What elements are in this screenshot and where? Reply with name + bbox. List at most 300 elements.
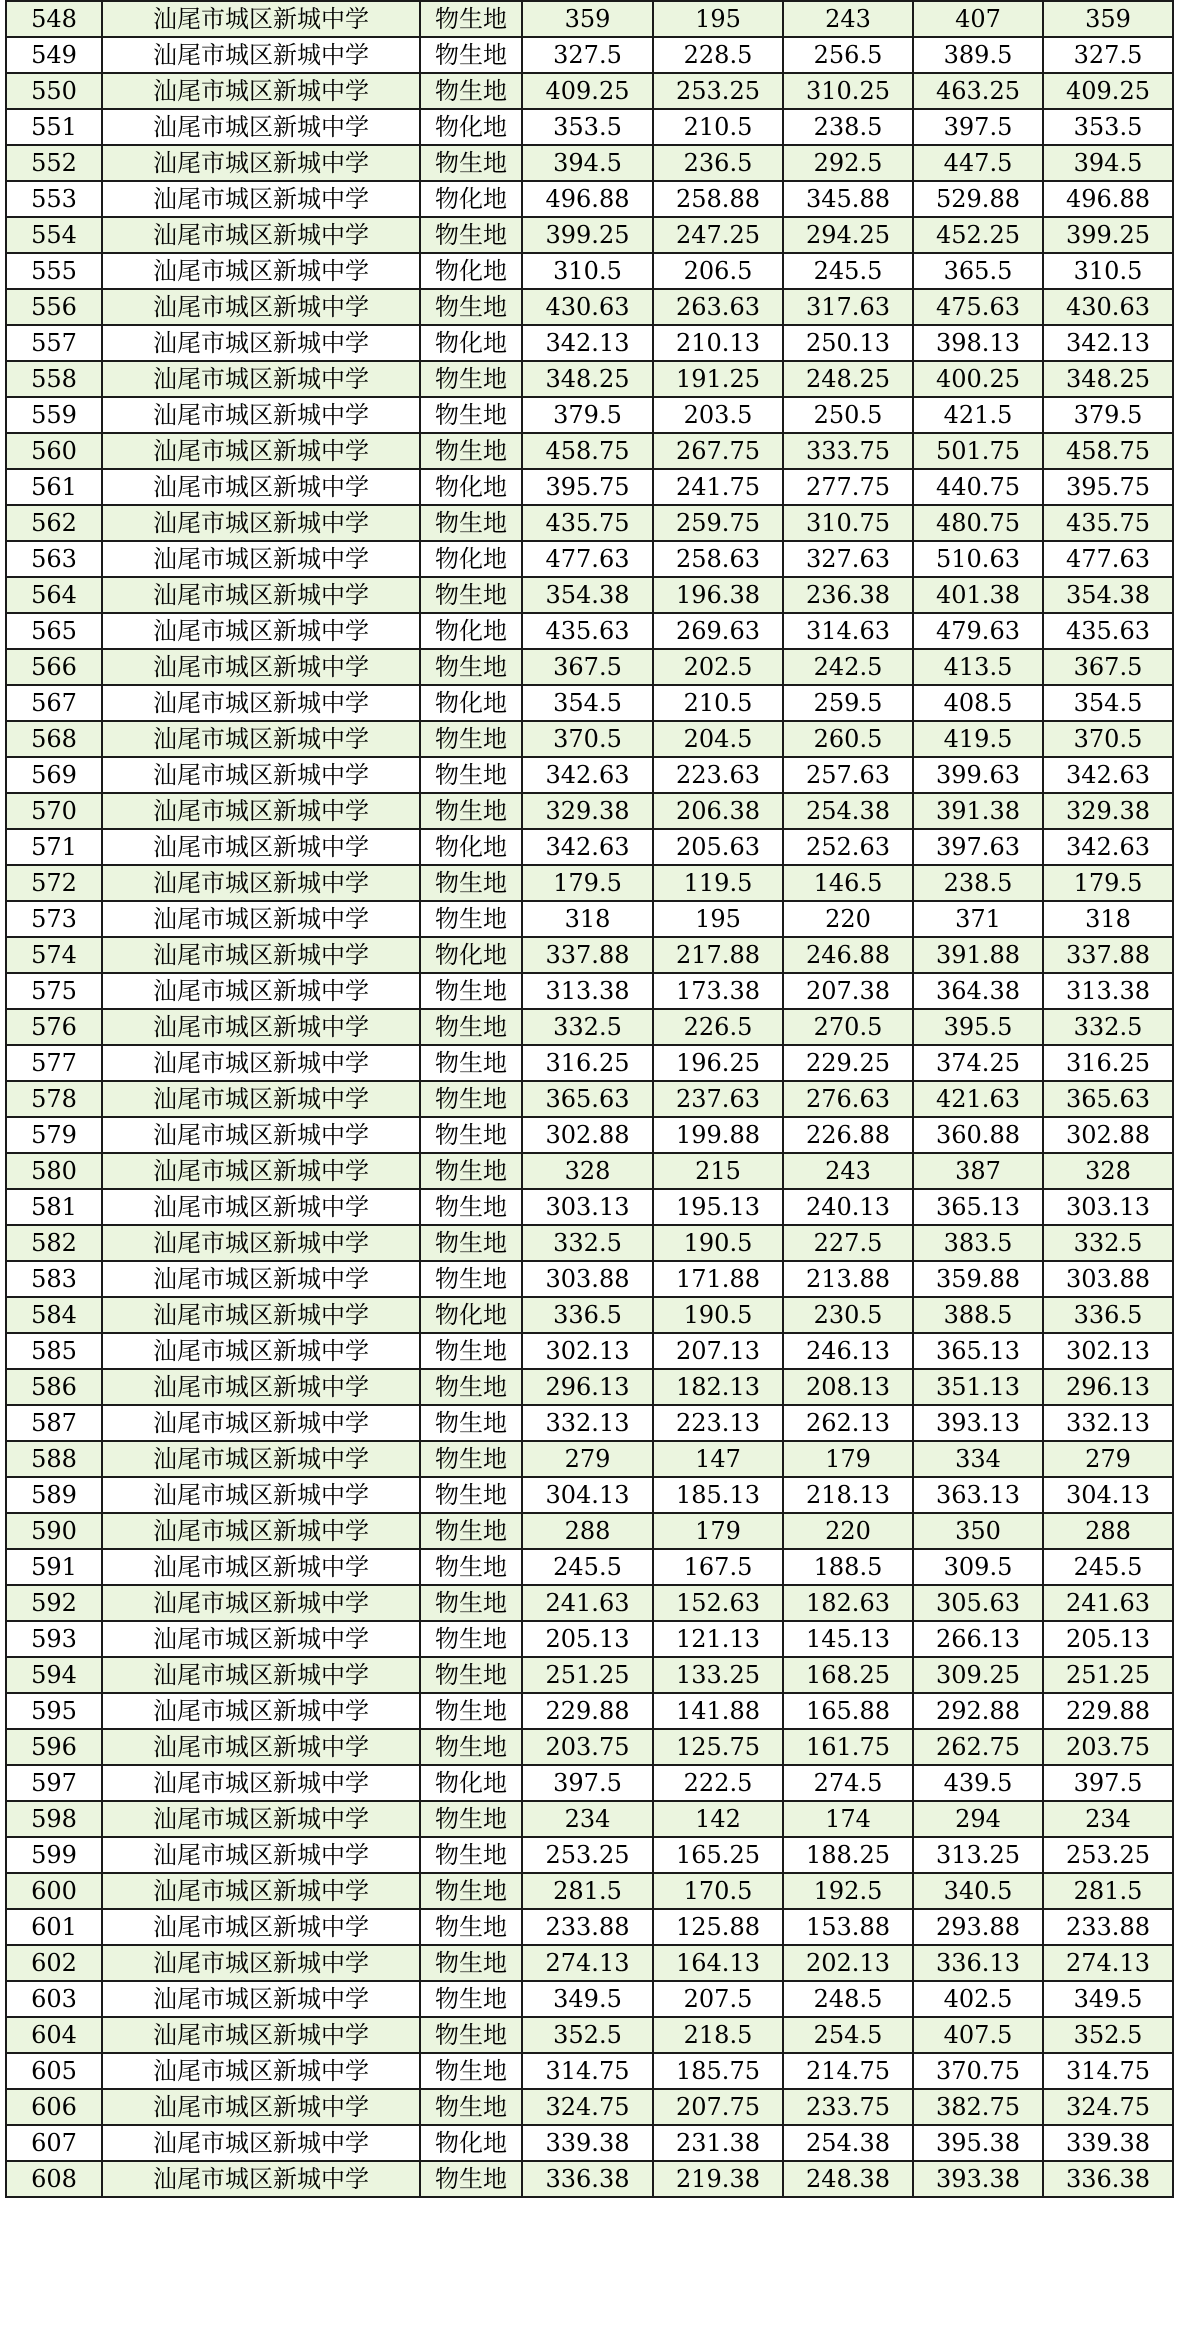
school-name-cell: 汕尾市城区新城中学 [102,1549,420,1585]
score-cell: 318 [1043,901,1173,937]
row-number-cell: 565 [6,613,102,649]
score-cell: 479.63 [913,613,1043,649]
score-cell: 337.88 [522,937,653,973]
score-cell: 237.63 [653,1081,783,1117]
score-cell: 399.63 [913,757,1043,793]
score-cell: 365.63 [522,1081,653,1117]
score-cell: 313.38 [1043,973,1173,1009]
score-cell: 267.75 [653,433,783,469]
row-number-cell: 562 [6,505,102,541]
score-cell: 363.13 [913,1477,1043,1513]
score-cell: 206.38 [653,793,783,829]
score-cell: 303.13 [522,1189,653,1225]
score-cell: 303.88 [522,1261,653,1297]
score-table-body [6,1,1173,2197]
score-cell: 191.25 [653,361,783,397]
school-name-cell: 汕尾市城区新城中学 [102,1657,420,1693]
score-cell: 125.75 [653,1729,783,1765]
score-cell: 168.25 [783,1657,913,1693]
score-cell: 195 [653,901,783,937]
subject-combo-cell: 物生地 [420,1189,522,1225]
score-cell: 233.88 [1043,1909,1173,1945]
row-number-cell: 573 [6,901,102,937]
score-cell: 182.13 [653,1369,783,1405]
score-cell: 394.5 [522,145,653,181]
score-cell: 234 [522,1801,653,1837]
score-cell: 352.5 [522,2017,653,2053]
school-name-cell: 汕尾市城区新城中学 [102,757,420,793]
score-cell: 352.5 [1043,2017,1173,2053]
score-cell: 281.5 [1043,1873,1173,1909]
table-row [6,1369,1173,1405]
score-table [5,0,1174,2198]
score-cell: 354.5 [1043,685,1173,721]
score-cell: 248.38 [783,2161,913,2197]
subject-combo-cell: 物化地 [420,613,522,649]
score-cell: 496.88 [522,181,653,217]
score-cell: 253.25 [653,73,783,109]
school-name-cell: 汕尾市城区新城中学 [102,1585,420,1621]
row-number-cell: 590 [6,1513,102,1549]
score-cell: 121.13 [653,1621,783,1657]
score-cell: 342.63 [522,829,653,865]
score-cell: 296.13 [1043,1369,1173,1405]
score-cell: 496.88 [1043,181,1173,217]
school-name-cell: 汕尾市城区新城中学 [102,1297,420,1333]
score-cell: 269.63 [653,613,783,649]
table-row [6,181,1173,217]
school-name-cell: 汕尾市城区新城中学 [102,1045,420,1081]
score-cell: 203.5 [653,397,783,433]
score-cell: 304.13 [1043,1477,1173,1513]
score-cell: 313.25 [913,1837,1043,1873]
score-cell: 274.13 [1043,1945,1173,1981]
score-cell: 318 [522,901,653,937]
score-cell: 395.75 [522,469,653,505]
school-name-cell: 汕尾市城区新城中学 [102,217,420,253]
row-number-cell: 607 [6,2125,102,2161]
score-cell: 165.88 [783,1693,913,1729]
table-row [6,325,1173,361]
score-cell: 190.5 [653,1225,783,1261]
score-cell: 313.38 [522,973,653,1009]
score-cell: 371 [913,901,1043,937]
score-cell: 288 [522,1513,653,1549]
score-cell: 167.5 [653,1549,783,1585]
school-name-cell: 汕尾市城区新城中学 [102,865,420,901]
table-row [6,1693,1173,1729]
score-cell: 332.5 [1043,1225,1173,1261]
subject-combo-cell: 物化地 [420,937,522,973]
row-number-cell: 568 [6,721,102,757]
score-cell: 241.63 [522,1585,653,1621]
score-cell: 133.25 [653,1657,783,1693]
table-row [6,397,1173,433]
subject-combo-cell: 物生地 [420,1045,522,1081]
score-cell: 391.88 [913,937,1043,973]
school-name-cell: 汕尾市城区新城中学 [102,1513,420,1549]
row-number-cell: 551 [6,109,102,145]
score-cell: 266.13 [913,1621,1043,1657]
table-row [6,541,1173,577]
score-cell: 310.5 [522,253,653,289]
school-name-cell: 汕尾市城区新城中学 [102,361,420,397]
table-row [6,2017,1173,2053]
subject-combo-cell: 物化地 [420,253,522,289]
row-number-cell: 553 [6,181,102,217]
score-cell: 188.25 [783,1837,913,1873]
subject-combo-cell: 物生地 [420,2089,522,2125]
school-name-cell: 汕尾市城区新城中学 [102,109,420,145]
table-row [6,2161,1173,2197]
score-cell: 203.75 [1043,1729,1173,1765]
score-cell: 302.88 [1043,1117,1173,1153]
score-cell: 217.88 [653,937,783,973]
score-cell: 351.13 [913,1369,1043,1405]
score-cell: 408.5 [913,685,1043,721]
score-cell: 342.13 [522,325,653,361]
score-cell: 332.13 [522,1405,653,1441]
subject-combo-cell: 物化地 [420,829,522,865]
school-name-cell: 汕尾市城区新城中学 [102,325,420,361]
row-number-cell: 576 [6,1009,102,1045]
row-number-cell: 549 [6,37,102,73]
score-cell: 257.63 [783,757,913,793]
score-cell: 305.63 [913,1585,1043,1621]
subject-combo-cell: 物生地 [420,73,522,109]
subject-combo-cell: 物生地 [420,2053,522,2089]
school-name-cell: 汕尾市城区新城中学 [102,973,420,1009]
row-number-cell: 572 [6,865,102,901]
score-cell: 402.5 [913,1981,1043,2017]
school-name-cell: 汕尾市城区新城中学 [102,2053,420,2089]
score-cell: 314.63 [783,613,913,649]
row-number-cell: 557 [6,325,102,361]
score-cell: 262.75 [913,1729,1043,1765]
subject-combo-cell: 物化地 [420,541,522,577]
score-cell: 316.25 [1043,1045,1173,1081]
score-cell: 379.5 [522,397,653,433]
row-number-cell: 603 [6,1981,102,2017]
score-cell: 230.5 [783,1297,913,1333]
table-row [6,793,1173,829]
score-cell: 419.5 [913,721,1043,757]
score-cell: 245.5 [522,1549,653,1585]
score-cell: 395.75 [1043,469,1173,505]
school-name-cell: 汕尾市城区新城中学 [102,1333,420,1369]
table-row [6,1873,1173,1909]
score-cell: 179 [783,1441,913,1477]
table-row [6,1837,1173,1873]
score-cell: 254.38 [783,793,913,829]
table-row [6,829,1173,865]
score-cell: 529.88 [913,181,1043,217]
table-row [6,109,1173,145]
subject-combo-cell: 物生地 [420,1693,522,1729]
subject-combo-cell: 物生地 [420,1477,522,1513]
school-name-cell: 汕尾市城区新城中学 [102,505,420,541]
score-cell: 365.5 [913,253,1043,289]
score-cell: 296.13 [522,1369,653,1405]
school-name-cell: 汕尾市城区新城中学 [102,1225,420,1261]
school-name-cell: 汕尾市城区新城中学 [102,469,420,505]
row-number-cell: 595 [6,1693,102,1729]
score-cell: 339.38 [1043,2125,1173,2161]
score-cell: 398.13 [913,325,1043,361]
school-name-cell: 汕尾市城区新城中学 [102,145,420,181]
subject-combo-cell: 物生地 [420,793,522,829]
table-row [6,721,1173,757]
row-number-cell: 594 [6,1657,102,1693]
subject-combo-cell: 物生地 [420,37,522,73]
row-number-cell: 591 [6,1549,102,1585]
table-row [6,613,1173,649]
score-cell: 226.88 [783,1117,913,1153]
score-cell: 475.63 [913,289,1043,325]
score-cell: 208.13 [783,1369,913,1405]
score-cell: 409.25 [522,73,653,109]
score-cell: 246.13 [783,1333,913,1369]
table-row [6,1261,1173,1297]
score-cell: 294.25 [783,217,913,253]
score-cell: 382.75 [913,2089,1043,2125]
score-cell: 332.5 [522,1009,653,1045]
score-cell: 329.38 [522,793,653,829]
score-cell: 387 [913,1153,1043,1189]
subject-combo-cell: 物生地 [420,1261,522,1297]
school-name-cell: 汕尾市城区新城中学 [102,793,420,829]
score-cell: 195.13 [653,1189,783,1225]
row-number-cell: 570 [6,793,102,829]
score-cell: 310.5 [1043,253,1173,289]
school-name-cell: 汕尾市城区新城中学 [102,1873,420,1909]
row-number-cell: 558 [6,361,102,397]
score-cell: 477.63 [522,541,653,577]
score-cell: 409.25 [1043,73,1173,109]
score-cell: 458.75 [522,433,653,469]
school-name-cell: 汕尾市城区新城中学 [102,1801,420,1837]
score-cell: 407 [913,1,1043,37]
score-cell: 440.75 [913,469,1043,505]
subject-combo-cell: 物化地 [420,181,522,217]
school-name-cell: 汕尾市城区新城中学 [102,1441,420,1477]
score-cell: 259.75 [653,505,783,541]
school-name-cell: 汕尾市城区新城中学 [102,1405,420,1441]
subject-combo-cell: 物生地 [420,1333,522,1369]
score-cell: 173.38 [653,973,783,1009]
score-cell: 383.5 [913,1225,1043,1261]
score-cell: 207.5 [653,1981,783,2017]
school-name-cell: 汕尾市城区新城中学 [102,829,420,865]
score-cell: 379.5 [1043,397,1173,433]
score-cell: 229.88 [522,1693,653,1729]
subject-combo-cell: 物生地 [420,577,522,613]
school-name-cell: 汕尾市城区新城中学 [102,1189,420,1225]
score-cell: 349.5 [522,1981,653,2017]
score-cell: 205.63 [653,829,783,865]
row-number-cell: 604 [6,2017,102,2053]
score-cell: 222.5 [653,1765,783,1801]
score-cell: 205.13 [522,1621,653,1657]
score-cell: 336.38 [522,2161,653,2197]
score-cell: 207.38 [783,973,913,1009]
score-cell: 324.75 [522,2089,653,2125]
score-cell: 250.13 [783,325,913,361]
score-cell: 220 [783,901,913,937]
table-row [6,37,1173,73]
table-row [6,865,1173,901]
table-row [6,973,1173,1009]
subject-combo-cell: 物生地 [420,1945,522,1981]
score-cell: 353.5 [522,109,653,145]
row-number-cell: 589 [6,1477,102,1513]
score-cell: 223.63 [653,757,783,793]
score-cell: 310.25 [783,73,913,109]
subject-combo-cell: 物生地 [420,1117,522,1153]
school-name-cell: 汕尾市城区新城中学 [102,1153,420,1189]
score-cell: 327.63 [783,541,913,577]
score-cell: 349.5 [1043,1981,1173,2017]
score-cell: 333.75 [783,433,913,469]
score-cell: 421.63 [913,1081,1043,1117]
row-number-cell: 556 [6,289,102,325]
score-cell: 145.13 [783,1621,913,1657]
score-cell: 185.13 [653,1477,783,1513]
score-cell: 204.5 [653,721,783,757]
row-number-cell: 566 [6,649,102,685]
score-cell: 205.13 [1043,1621,1173,1657]
score-cell: 288 [1043,1513,1173,1549]
score-cell: 152.63 [653,1585,783,1621]
subject-combo-cell: 物生地 [420,1909,522,1945]
row-number-cell: 550 [6,73,102,109]
score-cell: 254.5 [783,2017,913,2053]
table-row [6,73,1173,109]
school-name-cell: 汕尾市城区新城中学 [102,253,420,289]
row-number-cell: 601 [6,1909,102,1945]
score-cell: 353.5 [1043,109,1173,145]
school-name-cell: 汕尾市城区新城中学 [102,1621,420,1657]
subject-combo-cell: 物化地 [420,109,522,145]
row-number-cell: 548 [6,1,102,37]
table-row [6,361,1173,397]
table-row [6,1477,1173,1513]
subject-combo-cell: 物生地 [420,1225,522,1261]
score-cell: 240.13 [783,1189,913,1225]
score-cell: 370.75 [913,2053,1043,2089]
score-cell: 501.75 [913,433,1043,469]
table-row [6,1117,1173,1153]
score-cell: 327.5 [1043,37,1173,73]
score-cell: 179.5 [522,865,653,901]
score-cell: 365.63 [1043,1081,1173,1117]
school-name-cell: 汕尾市城区新城中学 [102,1009,420,1045]
table-row [6,1585,1173,1621]
score-cell: 292.5 [783,145,913,181]
row-number-cell: 585 [6,1333,102,1369]
score-cell: 354.38 [1043,577,1173,613]
score-cell: 397.5 [522,1765,653,1801]
score-cell: 188.5 [783,1549,913,1585]
score-cell: 336.5 [522,1297,653,1333]
school-name-cell: 汕尾市城区新城中学 [102,1909,420,1945]
score-cell: 207.75 [653,2089,783,2125]
score-cell: 336.38 [1043,2161,1173,2197]
score-cell: 421.5 [913,397,1043,433]
score-cell: 354.38 [522,577,653,613]
score-cell: 229.25 [783,1045,913,1081]
score-cell: 452.25 [913,217,1043,253]
score-cell: 399.25 [522,217,653,253]
score-cell: 314.75 [522,2053,653,2089]
score-cell: 253.25 [1043,1837,1173,1873]
table-row [6,1189,1173,1225]
score-cell: 435.75 [522,505,653,541]
subject-combo-cell: 物生地 [420,1729,522,1765]
table-row [6,1081,1173,1117]
subject-combo-cell: 物生地 [420,397,522,433]
score-cell: 430.63 [1043,289,1173,325]
subject-combo-cell: 物生地 [420,1981,522,2017]
row-number-cell: 602 [6,1945,102,1981]
score-cell: 393.38 [913,2161,1043,2197]
score-cell: 480.75 [913,505,1043,541]
score-cell: 463.25 [913,73,1043,109]
score-cell: 435.63 [1043,613,1173,649]
score-cell: 233.75 [783,2089,913,2125]
subject-combo-cell: 物生地 [420,1405,522,1441]
score-cell: 246.88 [783,937,913,973]
row-number-cell: 605 [6,2053,102,2089]
subject-combo-cell: 物生地 [420,433,522,469]
school-name-cell: 汕尾市城区新城中学 [102,397,420,433]
table-row [6,577,1173,613]
score-cell: 210.5 [653,109,783,145]
score-cell: 364.38 [913,973,1043,1009]
score-cell: 317.63 [783,289,913,325]
score-cell: 190.5 [653,1297,783,1333]
subject-combo-cell: 物生地 [420,1837,522,1873]
subject-combo-cell: 物化地 [420,685,522,721]
score-cell: 219.38 [653,2161,783,2197]
score-cell: 407.5 [913,2017,1043,2053]
table-row [6,253,1173,289]
row-number-cell: 593 [6,1621,102,1657]
subject-combo-cell: 物生地 [420,505,522,541]
score-cell: 179.5 [1043,865,1173,901]
table-row [6,1945,1173,1981]
score-cell: 359 [1043,1,1173,37]
school-name-cell: 汕尾市城区新城中学 [102,2161,420,2197]
score-cell: 336.13 [913,1945,1043,1981]
school-name-cell: 汕尾市城区新城中学 [102,649,420,685]
school-name-cell: 汕尾市城区新城中学 [102,37,420,73]
score-cell: 161.75 [783,1729,913,1765]
row-number-cell: 575 [6,973,102,1009]
score-cell: 309.5 [913,1549,1043,1585]
subject-combo-cell: 物生地 [420,1873,522,1909]
subject-combo-cell: 物生地 [420,649,522,685]
subject-combo-cell: 物生地 [420,2161,522,2197]
table-row [6,1657,1173,1693]
row-number-cell: 588 [6,1441,102,1477]
score-cell: 207.13 [653,1333,783,1369]
table-row [6,1621,1173,1657]
score-cell: 213.88 [783,1261,913,1297]
score-cell: 274.13 [522,1945,653,1981]
score-cell: 147 [653,1441,783,1477]
score-cell: 389.5 [913,37,1043,73]
